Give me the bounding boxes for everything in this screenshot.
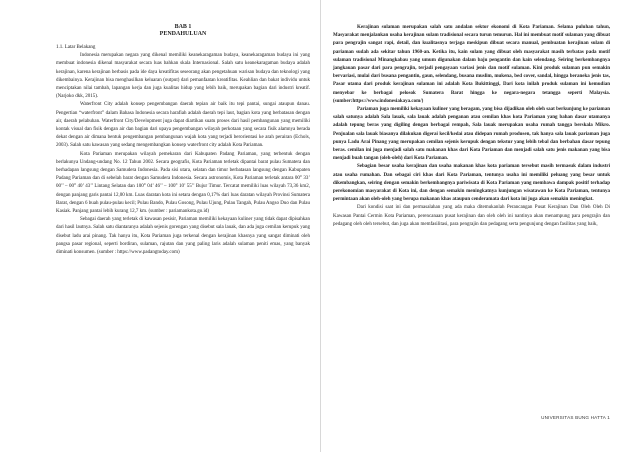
chapter-number: BAB 1: [174, 24, 192, 30]
body-paragraph: Kerajinan sulaman merupakan salah satu andalan sektor ekonomi di Kota Pariaman. Selama puluhan tahun, Masyarakat menjalankan usaha kerajinan sulam tradisional secara turun temurun. Hal ini membuat motif sulaman yang dibuat para pengrajin sangat rapi, detail, dan kualitasnya terjaga meskipun dibuat secara manual, pembuatan kerajinan sulam di pariaman sudah ada sekitar tahun 1960-an. Ketika itu, kain sulam yang dibuat oleh masyarakat masih terbatas pada motif sulaman tradisional Minangkabau yang umum digunakan dalam baju pengantin dan kain selendang. Seiring berkembangnya jangkauan pasar dari para pengrajin, terjadi pengayaan variasi jenis dan motif sulaman. Kini produk sulaman pun semakin bervariasi, mulai dari busana pengantin, gaun, selendang, busana muslim, mukena, bed cover, sandal, hingga beraneka jenis tas, Pasar utama dari produk kerajinan sulaman ini adalah Kota Bukittinggi, Dari kota inilah produk sulaman ini kemudian menyebar ke berbagai pelosok Sumatera Barat hingga ke negara-negara tetangga seperti Malaysia. (sumber:https://www.indonesiakaya.com/): [333, 25, 610, 104]
page-footer: UNIVERSITAS BUNG HATTA 1: [541, 415, 610, 420]
section-heading: 1.1. Latar Belakang: [56, 45, 96, 50]
body-paragraph: Sebagai daerah yang terletak di kawasan pesisir, Pariaman memiliki kekayaan kuliner yang tidak dapat dipisahkan dari hasil lautnya. Salah satu diantaranya adalah sejenis gorengan yang disebut sala lauak, dan ada juga cemilan kerupuk yang disebut ladu arai pinang. Tak hanya itu, Kota Pariaman juga terkenal dengan kerajinan khasnya yang sangat diminati oleh pangsa pasar regional, seperti bordiran, sulaman, rajutan dan yang paling laris adalah sulaman peniti emas, yang banyak diminati konsumen. (sumber : https://www.padangtoday.com): [56, 217, 310, 256]
right-paragraphs: [333, 24, 610, 229]
right-page: [320, 0, 640, 452]
body-paragraph: Indonesia merupakan negara yang dikenal memiliki keanekaragaman budaya, keanekaragaman budaya ini yang membuat indonesia dikenal masyarakat secara luas bahkan skala Internasional. Salah satu keanekaragaman budaya adalah kerajinan, karena kerajinan berbasis pada ide daya kreatifitas seseorang akan pengetahuan warisan budaya dan teknologi yang dikembainya. Kerajinan bisa menghasilkan keluaran (output) dari pemanfaatan kreatifitas. Keahlian dan bakat individu untuk menciptakan nilai tambah, lapangan kerja dan juga kualitas hidup yang lebih baik, merupakan bagian dari industri kreatif. (Narjoko dkk, 2015).: [56, 53, 310, 100]
body-paragraph: Pariaman juga memiliki kekayaan kuliner yang beragam, yang bisa dijadikan oleh oleh saat berkunjung ke pariaman salah satunya adalah Sala lauak, sala lauak adalah penganan atau cemilan khas kota Pariaman yang bahan dasar utamanya adalah tepung beras yang digiling dengan berbagai rempah, Sala lauak merupakan usaha rumah tangga berskala Mikro. Penjualan sala lauak biasanya dilakukan digerai kecil/kedai atau didepan rumah produsen, tak hanya sala lauak pariaman juga punya Ladu Arai Pinang yang merupakan cemilan sejenis kerupuk dengan tekstur yang lebih tebal dan berbahan dasar tepung beras. cemilan ini juga menjadi salah satu makanan khas dari Kota Pariaman dan menjadi salah satu jenis makanan yang bisa menjadi buah tangan (oleh-oleh) dari Kota Pariaman.: [333, 107, 610, 162]
body-paragraph: Waterfront City adalah konsep pengembangan daerah tepian air baik itu tepi pantai, sungai ataupun danau. Pengertian “waterfront” dalam Bahasa Indonesia secara harafiah adalah daerah tepi laut, bagian kota yang berbatasan dengan air, daerah pelabuhan. Waterfront City/Development juga dapat diartikan suatu proses dari hasil pembangunan yang memiliki kontak visual dan fisik dengan air dan bagian dari upaya pengembangan wilayah perkotaan yang secara fisik alamnya berada dekat dengan air dimana bentuk pengembangan pembangunan wajah kota yang terjadi berorientasi ke arah perairan (Echols, 2003). Salah satu kawasan yang sedang mengembangkan konsep waterfront city adalah Kota Pariaman.: [56, 102, 310, 149]
body-paragraph: Kota Pariaman merupakan wilayah pemekaran dari Kabupaten Padang Pariaman, yang terbentuk dengan berlakunya Undang-undang No. 12 Tahun 2002. Secara geografis, Kota Pariaman terletak dipantai barat pulau Sumatera dan berhadapan langsung dengan Samudera Indonesia. Pada sisi utara, selatan dan timur berbatasan langsung dengan Kabupaten Padang Pariaman dan di sebelah barat dengan Samudera Indonesia. Secara astronomis, Kota Pariaman terletak antara 00° 33’ 00’’ – 00° 40’ 43’’ Lintang Selatan dan 100° 04’ 46’’ – 100° 10’ 55’’ Bujur Timur. Tercatat memiliki luas wilayah 73,36 km2, dengan panjang garis pantai 12,00 km. Luas daratan kota ini setara dengan 0,17% dari luas daratan wilayah Provinsi Sumatera Barat, dengan 6 buah pulau-pulau kecil; Pulau Bando, Pulau Gosong, Pulau Ujung, Pulau Tangah, Pulau Angso Duo dan Pulau Kasiak. Panjang pantai lebih kurang 12,7 km. (sumber : pariamankota.go.id): [56, 151, 310, 215]
left-paragraphs: [56, 52, 310, 257]
body-paragraph: Dari kondisi saat ini dan permasalahan yang ada maka ditemukanlah Perancangan Pusat Kerajinan Dan Oleh Oleh Di Kawasan Pantai Cermin Kota Pariaman, perencanaan pusat kerajinan dan oleh oleh ini nantinya akan menampung para pengrajin dan pedagang oleh oleh tersebut, dan juga akan memfasilitasi, para pengrajin dan pedagang serta pengunjung dengan fasilitas yang baik,: [333, 205, 610, 227]
body-paragraph: Sebagian besar usaha kerajinan dan usaha makanan khas kota pariaman tersebut masih termasuk dalam industri atau usaha rumahan. Dan sebagai ciri khas dari Kota Pariaman, tentunya usaha ini memiliki peluang yang besar untuk dikembangkan, seiring dengan semakin berkembangnya pariwisata di Kota Pariaman yang membawa dampak positif terhadap perekonomian masyarakat di Kota ini, dan dengan semakin meningkatnya kunjungan wisatawan ke Kota Pariaman, tentunya permintaan akan oleh-oleh yang berupa makanan khas ataupun cenderamata dari kota ini juga akan semakin meningkat.: [333, 164, 610, 203]
chapter-title: PENDAHULUAN: [159, 31, 207, 37]
